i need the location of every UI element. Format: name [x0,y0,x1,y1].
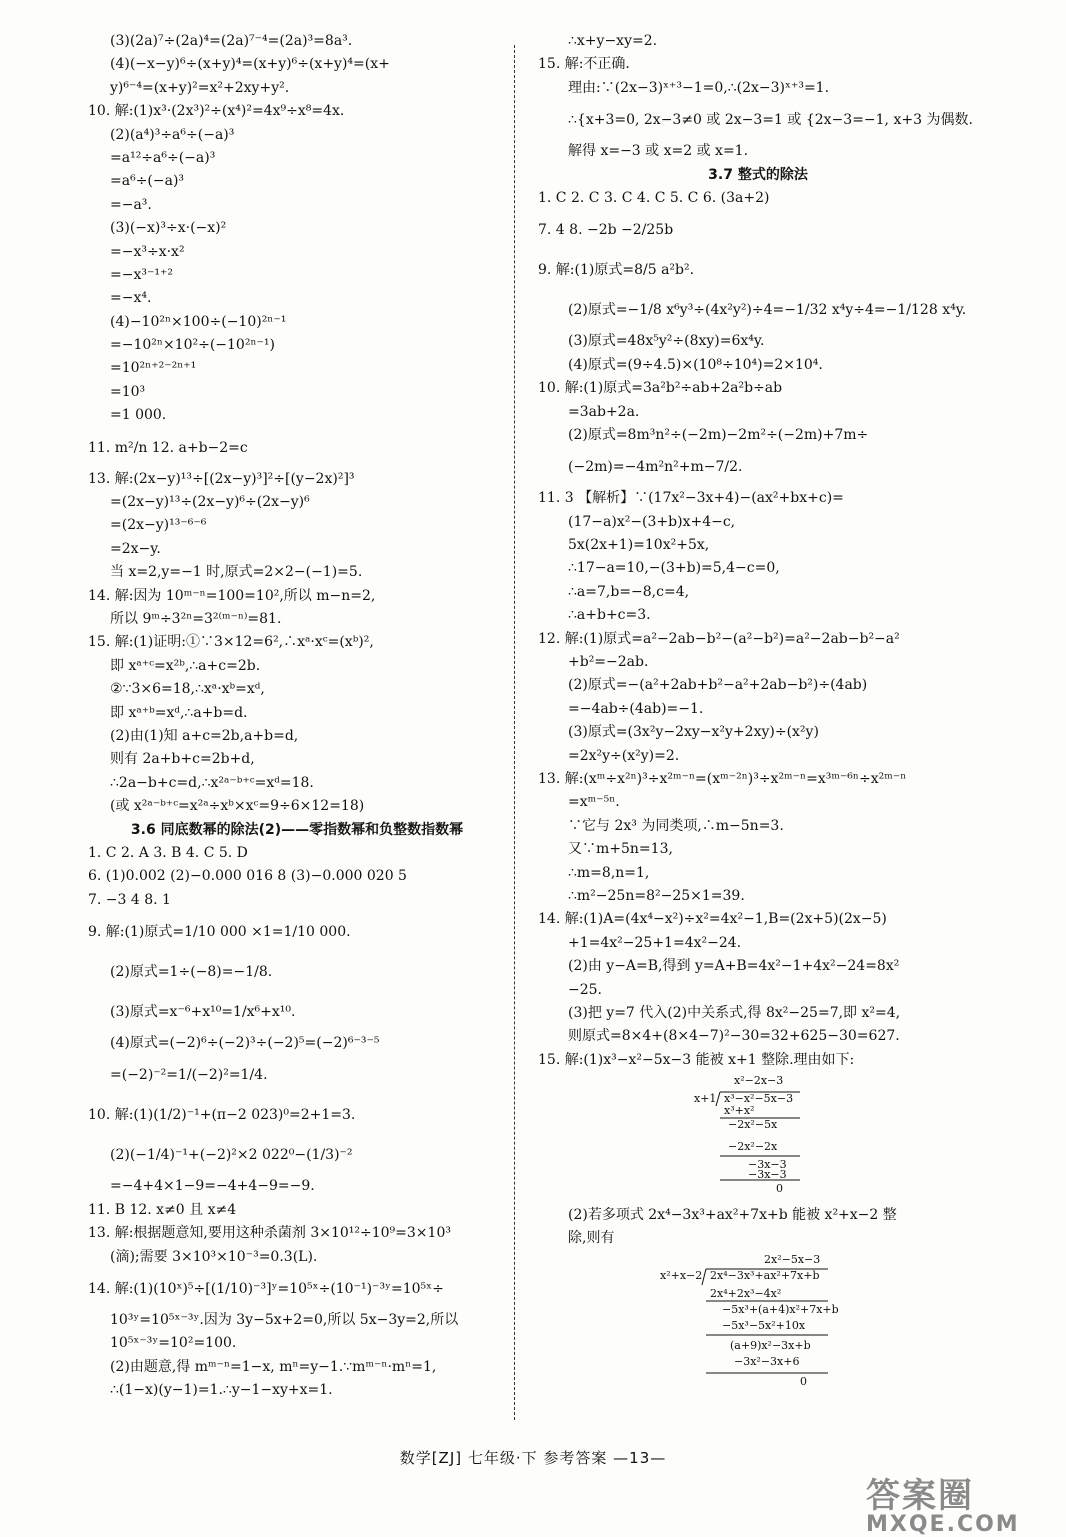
text-line: =(−2)⁻²=1/(−2)²=1/4. [110,1067,268,1084]
text-line: 15. 解:不正确. [538,56,630,73]
step: −2x²−5x [728,1118,778,1132]
text-line: 理由:∵(2x−3)ˣ⁺³−1=0,∴(2x−3)ˣ⁺³=1. [568,79,830,96]
text-line: 即 xᵃ⁺ᶜ=x²ᵇ,∴a+c=2b. [110,657,261,674]
text-line: =10²ⁿ⁺²⁻²ⁿ⁺¹ [110,360,197,377]
text-line: 14. 解:因为 10ᵐ⁻ⁿ=100=10²,所以 m−n=2, [88,587,376,604]
text-line: (3)把 y=7 代入(2)中关系式,得 8x²−25=7,即 x²=4, [568,1004,901,1021]
text-line: 10. 解:(1)原式=3a²b²÷ab+2a²b÷ab [538,380,783,397]
page-footer: 数学[ZJ] 七年级·下 参考答案 —13— [399,1449,667,1467]
text-line: 14. 解:(1)(10ˣ)⁵÷[(1/10)⁻³]ʸ=10⁵ˣ÷(10⁻¹)⁻³ʸ=10⁵ˣ÷ [88,1281,444,1298]
long-division-2 [538,1251,978,1401]
text-line: ∴a+b+c=3. [568,607,651,624]
text-line: ∴17−a=10,−(3+b)=5,4−c=0, [568,560,780,577]
text-line: 11. 3 【解析】∵(17x²−3x+4)−(ax²+bx+c)= [538,490,844,507]
text-line: 1. C 2. C 3. C 4. C 5. C 6. (3a+2) [538,189,770,206]
divisor: x+1 [694,1092,717,1106]
text-line: =2x−y. [110,540,161,557]
text-line: 即 xᵃ⁺ᵇ=xᵈ,∴a+b=d. [110,704,248,721]
text-line: 7. 4 8. −2b −2/25b [538,222,674,239]
watermark-en: MXQE.COM [866,1512,1020,1537]
text-line: 9. 解:(1)原式=1/10 000 ×1=1/10 000. [88,924,351,941]
text-line: ∴a=7,b=−8,c=4, [568,583,690,600]
text-line: =1 000. [110,407,167,424]
text-line: (3)原式=x⁻⁶+x¹⁰=1/x⁶+x¹⁰. [110,1004,296,1021]
quotient: x²−2x−3 [734,1074,784,1088]
text-line: (2)原式=−(a²+2ab+b²−a²+2ab−b²)÷(4ab) [568,677,868,694]
text-line: (2)原式=8m³n²÷(−2m)−2m²÷(−2m)+7m÷ [568,426,869,443]
text-line: (17−a)x²−(3+b)x+4−c, [568,513,736,530]
text-line: =3ab+2a. [568,403,640,420]
text-line: (3)(−x)³÷x·(−x)² [110,220,227,237]
text-line: 15. 解:(1)x³−x²−5x−3 能被 x+1 整除.理由如下: [538,1051,855,1068]
text-line: 13. 解:(xᵐ÷x²ⁿ)³÷x²ᵐ⁻ⁿ=(xᵐ⁻²ⁿ)³÷x²ᵐ⁻ⁿ=x³ᵐ⁻⁶ⁿ÷x²ᵐ⁻ⁿ [538,770,907,787]
step: −3x²−3x+6 [734,1354,800,1368]
text-line: (−2m)=−4m²n²+m−7/2. [568,459,743,476]
text-line: 6. (1)0.002 (2)−0.000 016 8 (3)−0.000 020 5 [88,868,407,885]
text-line: 14. 解:(1)A=(4x⁴−x²)÷x²=4x²−1,B=(2x+5)(2x−5) [538,911,887,928]
text-line: (4)(−x−y)⁶÷(x+y)⁴=(x+y)⁶÷(x+y)⁴=(x+ [110,56,390,73]
text-line: 5x(2x+1)=10x²+5x, [568,537,710,554]
text-line: 当 x=2,y=−1 时,原式=2×2−(−1)=5. [110,564,363,581]
long-division-1 [538,1072,978,1200]
text-line: +1=4x²−25+1=4x²−24. [568,934,742,951]
text-line: 10. 解:(1)(1/2)⁻¹+(π−2 023)⁰=2+1=3. [88,1107,356,1124]
watermark-logo [866,1476,1046,1537]
dividend: 2x⁴−3x³+ax²+7x+b [710,1268,820,1282]
text-line: (或 x²ᵃ⁻ᵇ⁺ᶜ=x²ᵃ÷xᵇ×xᶜ=9÷6×12=18) [110,798,365,815]
divisor: x²+x−2 [660,1268,703,1282]
text-line: ②∵3×6=18,∴xᵃ·xᵇ=xᵈ, [110,681,265,698]
text-line: (4)−10²ⁿ×100÷(−10)²ⁿ⁻¹ [110,313,287,330]
text-line: 10⁵ˣ⁻³ʸ=10²=100. [110,1335,237,1352]
quotient: 2x²−5x−3 [764,1252,821,1266]
section-heading: 3.7 整式的除法 [708,166,808,183]
text-line: 7. −3 4 8. 1 [88,891,171,908]
text-line: ∵它与 2x³ 为同类项,∴m−5n=3. [568,817,784,834]
text-line: ∴{x+3=0, 2x−3≠0 或 2x−3=1 或 {2x−3=−1, x+3 为偶数. [568,112,973,129]
step: x³+x² [724,1104,755,1118]
text-line: ∴x+y−xy=2. [568,33,658,49]
text-line: ∴m=8,n=1, [568,864,650,881]
right-lines [538,30,978,1072]
text-line: (2)(−1/4)⁻¹+(−2)²×2 022⁰−(1/3)⁻² [110,1147,353,1164]
text-line: =−4ab÷(4ab)=−1. [568,700,704,717]
text-line: ∴(1−x)(y−1)=1.∴y−1−xy+x=1. [110,1382,333,1399]
right-column [538,30,978,1401]
text-line: (2)若多项式 2x⁴−3x³+ax²+7x+b 能被 x²+x−2 整 [568,1207,897,1224]
text-line: (3)(2a)⁷÷(2a)⁴=(2a)⁷⁻⁴=(2a)³=8a³. [110,33,353,49]
watermark-cn: 答案圈 [866,1476,974,1516]
text-line: =(2x−y)¹³⁻⁶⁻⁶ [110,517,207,534]
text-line: (2)(a⁴)³÷a⁶÷(−a)³ [110,126,235,143]
remainder: 0 [776,1182,783,1196]
text-line: 13. 解:(2x−y)¹³÷[(2x−y)³]²÷[(y−2x)²]³ [88,470,355,487]
text-line: 解得 x=−3 或 x=2 或 x=1. [568,143,749,160]
text-line: 所以 9ᵐ÷3²ⁿ=3²⁽ᵐ⁻ⁿ⁾=81. [110,610,282,627]
text-line: (2)原式=−1/8 x⁶y³÷(4x²y²)÷4=−1/32 x⁴y÷4=−1/128 x⁴y. [568,302,967,319]
text-line: =2x²y÷(x²y)=2. [568,747,680,764]
text-line: 13. 解:根据题意知,要用这种杀菌剂 3×10¹²÷10⁹=3×10³ [88,1225,451,1242]
text-line: 则有 2a+b+c=2b+d, [110,751,255,768]
text-line: y)⁶⁻⁴=(x+y)²=x²+2xy+y². [110,79,290,96]
text-line: (2)由题意,得 mᵐ⁻ⁿ=1−x, mⁿ=y−1.∵mᵐ⁻ⁿ·mⁿ=1, [110,1358,437,1375]
text-line: (3)原式=(3x²y−2xy−x²y+2xy)÷(x²y) [568,724,819,741]
text-line: (2)由(1)知 a+c=2b,a+b=d, [110,727,299,744]
text-line: (4)原式=(9÷4.5)×(10⁸÷10⁴)=2×10⁴. [568,356,823,373]
step: −2x²−2x [728,1140,778,1154]
text-line: =a¹²÷a⁶÷(−a)³ [110,149,216,166]
text-line: ∴2a−b+c=d,∴x²ᵃ⁻ᵇ⁺ᶜ=xᵈ=18. [110,774,314,791]
text-line: 12. 解:(1)原式=a²−2ab−b²−(a²−b²)=a²−2ab−b²−a² [538,630,900,647]
text-line: =−x⁴. [110,290,152,307]
text-line: (3)原式=48x⁵y²÷(8xy)=6x⁴y. [568,333,765,350]
text-line: +b²=−2ab. [568,654,649,671]
step: −3x−3 [748,1168,787,1182]
text-line: 除,则有 [568,1230,615,1247]
text-line: 1. C 2. A 3. B 4. C 5. D [88,844,248,861]
left-column [88,30,506,1403]
part2-lines [538,1204,978,1251]
text-line: =−x³÷x·x² [110,243,185,260]
step: −5x³+(a+4)x²+7x+b [722,1302,839,1316]
step: (a+9)x²−3x+b [730,1338,811,1352]
text-line: =−a³. [110,196,152,213]
text-line: 则原式=8×4+(8×4−7)²−30=32+625−30=627. [568,1028,900,1045]
section-heading: 3.6 同底数幂的除法(2)——零指数幂和负整数指数幂 [130,821,464,838]
text-line: =10³ [110,383,146,400]
text-line: 又∵m+5n=13, [568,841,673,858]
text-line: =(2x−y)¹³÷(2x−y)⁶÷(2x−y)⁶ [110,494,310,511]
text-line: 15. 解:(1)证明:①∵3×12=6²,∴xᵃ·xᶜ=(xᵇ)², [88,634,374,651]
step: −3x−3 [748,1158,787,1172]
text-line: 9. 解:(1)原式=8/5 a²b². [538,262,695,279]
text-line: (2)原式=1÷(−8)=−1/8. [110,964,273,981]
text-line: =−4+4×1−9=−4+4−9=−9. [110,1178,315,1195]
text-line: =xᵐ⁻⁵ⁿ. [568,794,620,811]
text-line: −25. [568,981,602,998]
column-divider [514,45,515,1420]
text-line: 10³ʸ=10⁵ˣ⁻³ʸ.因为 3y−5x+2=0,所以 5x−3y=2,所以 [110,1312,459,1329]
text-line: =−x³⁻¹⁺² [110,266,173,283]
text-line: 11. m²/n 12. a+b−2=c [88,439,248,456]
text-line: ∴m²−25n=8²−25×1=39. [568,887,745,904]
step: −5x³−5x²+10x [722,1318,806,1332]
text-line: (滴);需要 3×10³×10⁻³=0.3(L). [110,1248,318,1265]
remainder: 0 [800,1374,807,1388]
text-line: =−10²ⁿ×10²÷(−10²ⁿ⁻¹) [110,337,275,354]
text-line: 11. B 12. x≠0 且 x≠4 [88,1201,237,1218]
text-line: =a⁶÷(−a)³ [110,173,185,190]
text-line: (4)原式=(−2)⁶÷(−2)³÷(−2)⁵=(−2)⁶⁻³⁻⁵ [110,1035,380,1052]
dividend: x³−x²−5x−3 [724,1092,794,1106]
step: 2x⁴+2x³−4x² [710,1286,782,1300]
text-line: (2)由 y−A=B,得到 y=A+B=4x²−1+4x²−24=8x² [568,958,900,975]
text-line: 10. 解:(1)x³·(2x³)²÷(x⁴)²=4x⁹÷x⁸=4x. [88,103,345,120]
